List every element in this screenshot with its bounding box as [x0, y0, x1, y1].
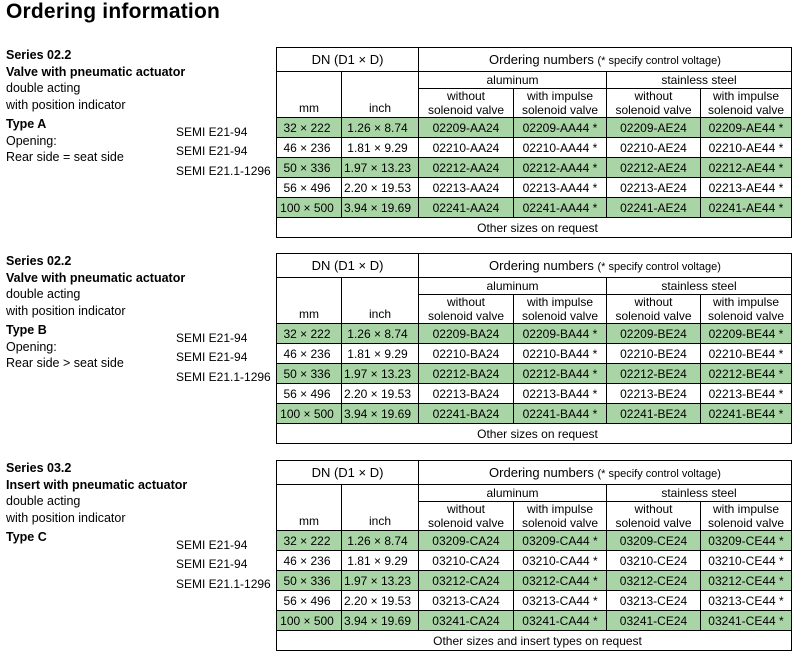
header-line: solenoid valve [521, 309, 599, 323]
order-number-stainless-without: 02213-BE24 [607, 384, 701, 404]
order-number-aluminum-without: 02209-AA24 [419, 118, 514, 138]
opening-label: Opening: [6, 133, 57, 148]
order-number-aluminum-with: 02210-BA44 * [514, 344, 607, 364]
series-label: Series 02.2 [6, 48, 72, 62]
header-line: solenoid valve [521, 103, 599, 117]
size-mm: 32 × 222 [277, 531, 342, 551]
product-description [6, 460, 187, 546]
size-inch: 1.81 × 9.29 [342, 344, 419, 364]
order-number-aluminum-with: 02241-BA44 * [514, 404, 607, 424]
semi-standard: SEMI E21-94 [176, 538, 248, 552]
order-number-stainless-with: 03209-CE44 * [701, 531, 792, 551]
semi-standard: SEMI E21.1-1296 [176, 369, 271, 384]
size-inch: 3.94 × 19.69 [342, 611, 419, 631]
dn-header: DN (D1 × D) [277, 254, 419, 278]
order-number-stainless-without: 02212-BE24 [607, 364, 701, 384]
aluminum-header: aluminum [419, 485, 607, 502]
semi-standard: SEMI E21-94 [176, 350, 248, 365]
size-mm: 56 × 496 [277, 591, 342, 611]
size-mm: 32 × 222 [277, 118, 342, 138]
order-number-stainless-without: 02210-AE24 [607, 138, 701, 158]
without-valve-header [419, 502, 514, 531]
header-line: without [446, 89, 486, 103]
product-feature: double acting [6, 287, 81, 301]
order-number-aluminum-with: 02209-AA44 * [514, 118, 607, 138]
header-line: with impulse [526, 89, 594, 103]
order-number-aluminum-with: 03213-CA44 * [514, 591, 607, 611]
size-inch: 2.20 × 19.53 [342, 591, 419, 611]
product-feature: with position indicator [6, 510, 126, 525]
with-valve-header [514, 502, 607, 531]
size-mm: 46 × 236 [277, 138, 342, 158]
order-number-aluminum-without: 02209-BA24 [419, 324, 514, 344]
header-line: with impulse [526, 295, 594, 309]
stainless-header: stainless steel [607, 485, 792, 502]
header-line: without [634, 89, 673, 103]
size-mm: 100 × 500 [277, 198, 342, 218]
order-number-aluminum-without: 02210-AA24 [419, 138, 514, 158]
product-description [6, 253, 185, 372]
size-mm: 50 × 336 [277, 364, 342, 384]
order-number-stainless-with: 03241-CE44 * [701, 611, 792, 631]
order-number-stainless-with: 03213-CE44 * [701, 591, 792, 611]
size-inch: 2.20 × 19.53 [342, 178, 419, 198]
table-row [277, 118, 792, 138]
order-number-stainless-with: 02210-AE44 * [701, 138, 792, 158]
ordering-numbers-header [419, 48, 792, 72]
header-line: solenoid valve [521, 516, 599, 530]
series-label: Series 02.2 [6, 254, 72, 268]
order-number-stainless-without: 02213-AE24 [607, 178, 701, 198]
order-number-stainless-without: 03241-CE24 [607, 611, 701, 631]
order-number-stainless-without: 03210-CE24 [607, 551, 701, 571]
without-valve-header [607, 295, 701, 324]
table-row [277, 551, 792, 571]
product-feature: double acting [6, 494, 81, 508]
header-line: without [446, 295, 486, 309]
header-line: solenoid valve [615, 309, 692, 323]
ordering-numbers-label: Ordering numbers [489, 52, 594, 67]
order-number-stainless-with: 02213-BE44 * [701, 384, 792, 404]
order-number-stainless-without: 02212-AE24 [607, 158, 701, 178]
opening-description: Rear side > seat side [6, 356, 124, 370]
order-number-stainless-with: 02213-AE44 * [701, 178, 792, 198]
with-valve-header [701, 89, 792, 118]
type-label: Type A [6, 117, 47, 131]
size-inch: 1.81 × 9.29 [342, 551, 419, 571]
header-line: solenoid valve [707, 103, 785, 117]
size-inch: 1.81 × 9.29 [342, 138, 419, 158]
order-number-aluminum-with: 03212-CA44 * [514, 571, 607, 591]
size-mm: 56 × 496 [277, 384, 342, 404]
control-voltage-note: (* specify control voltage) [597, 55, 721, 67]
header-line: solenoid valve [615, 103, 692, 117]
product-name: Insert with pneumatic actuator [6, 477, 188, 492]
table-row [277, 571, 792, 591]
size-mm: 56 × 496 [277, 178, 342, 198]
order-number-aluminum-with: 03209-CA44 * [514, 531, 607, 551]
order-number-stainless-with: 02241-BE44 * [701, 404, 792, 424]
with-valve-header [701, 295, 792, 324]
ordering-table [276, 460, 792, 651]
order-number-aluminum-without: 03209-CA24 [419, 531, 514, 551]
order-number-stainless-with: 03210-CE44 * [701, 551, 792, 571]
semi-standard: SEMI E21.1-1296 [176, 163, 271, 178]
order-number-stainless-with: 02210-BE44 * [701, 344, 792, 364]
order-number-aluminum-without: 03212-CA24 [419, 571, 514, 591]
order-number-stainless-without: 03213-CE24 [607, 591, 701, 611]
order-number-aluminum-with: 03210-CA44 * [514, 551, 607, 571]
size-mm: 46 × 236 [277, 551, 342, 571]
order-number-aluminum-with: 02210-AA44 * [514, 138, 607, 158]
table-row [277, 198, 792, 218]
table-row [277, 364, 792, 384]
header-line: solenoid valve [615, 516, 692, 530]
order-number-aluminum-with: 02212-AA44 * [514, 158, 607, 178]
size-inch: 1.97 × 13.23 [342, 158, 419, 178]
inch-header: inch [342, 278, 419, 324]
size-inch: 3.94 × 19.69 [342, 404, 419, 424]
semi-standard: SEMI E21-94 [176, 144, 248, 159]
header-line: without [446, 502, 486, 516]
order-number-aluminum-without: 03241-CA24 [419, 611, 514, 631]
header-line: without [634, 502, 673, 516]
order-number-stainless-without: 03209-CE24 [607, 531, 701, 551]
order-number-aluminum-with: 02213-BA44 * [514, 384, 607, 404]
order-number-aluminum-without: 02210-BA24 [419, 344, 514, 364]
order-number-stainless-with: 02212-AE44 * [701, 158, 792, 178]
product-feature: double acting [6, 81, 81, 95]
order-number-stainless-without: 02241-BE24 [607, 404, 701, 424]
with-valve-header [514, 295, 607, 324]
ordering-table [276, 253, 792, 444]
table-row [277, 344, 792, 364]
semi-standard: SEMI E21-94 [176, 125, 248, 139]
dn-header: DN (D1 × D) [277, 461, 419, 485]
table-row [277, 138, 792, 158]
type-label: Type C [6, 530, 47, 544]
header-line: with impulse [712, 295, 780, 309]
size-inch: 1.26 × 8.74 [342, 118, 419, 138]
aluminum-header: aluminum [419, 72, 607, 89]
order-number-aluminum-without: 02213-BA24 [419, 384, 514, 404]
table-row [277, 178, 792, 198]
header-line: solenoid valve [707, 516, 785, 530]
size-mm: 46 × 236 [277, 344, 342, 364]
without-valve-header [607, 89, 701, 118]
product-feature: with position indicator [6, 303, 126, 318]
order-number-aluminum-with: 02209-BA44 * [514, 324, 607, 344]
header-line: solenoid valve [707, 309, 785, 323]
without-valve-header [419, 295, 514, 324]
table-row [277, 404, 792, 424]
header-line: without [634, 295, 673, 309]
dn-header: DN (D1 × D) [277, 48, 419, 72]
size-inch: 1.26 × 8.74 [342, 324, 419, 344]
stainless-header: stainless steel [607, 278, 792, 295]
order-number-aluminum-without: 02212-AA24 [419, 158, 514, 178]
table-row [277, 158, 792, 178]
order-number-stainless-without: 02209-AE24 [607, 118, 701, 138]
size-mm: 50 × 336 [277, 571, 342, 591]
page-title: Ordering information [6, 0, 220, 23]
order-number-stainless-with: 02209-BE44 * [701, 324, 792, 344]
header-line: solenoid valve [427, 516, 505, 530]
order-number-stainless-with: 03212-CE44 * [701, 571, 792, 591]
order-number-stainless-with: 02212-BE44 * [701, 364, 792, 384]
table-row [277, 531, 792, 551]
order-number-stainless-without: 02210-BE24 [607, 344, 701, 364]
ordering-numbers-header [419, 461, 792, 485]
mm-header: mm [277, 485, 342, 531]
opening-description: Rear side = seat side [6, 150, 124, 164]
product-description [6, 47, 185, 166]
ordering-table [276, 47, 792, 238]
control-voltage-note: (* specify control voltage) [597, 468, 721, 480]
semi-standard: SEMI E21-94 [176, 331, 248, 345]
order-number-stainless-without: 02241-AE24 [607, 198, 701, 218]
size-mm: 100 × 500 [277, 611, 342, 631]
order-number-aluminum-with: 02213-AA44 * [514, 178, 607, 198]
stainless-header: stainless steel [607, 72, 792, 89]
ordering-numbers-label: Ordering numbers [489, 465, 594, 480]
ordering-numbers-header [419, 254, 792, 278]
order-number-aluminum-without: 02241-BA24 [419, 404, 514, 424]
other-sizes-note: Other sizes on request [277, 218, 792, 238]
with-valve-header [514, 89, 607, 118]
header-line: with impulse [712, 89, 780, 103]
size-inch: 1.97 × 13.23 [342, 571, 419, 591]
other-sizes-note: Other sizes and insert types on request [277, 631, 792, 651]
header-line: with impulse [712, 502, 780, 516]
header-line: solenoid valve [427, 309, 505, 323]
product-name: Valve with pneumatic actuator [6, 270, 186, 285]
order-number-aluminum-without: 02213-AA24 [419, 178, 514, 198]
order-number-aluminum-without: 03213-CA24 [419, 591, 514, 611]
order-number-aluminum-without: 02212-BA24 [419, 364, 514, 384]
with-valve-header [701, 502, 792, 531]
without-valve-header [419, 89, 514, 118]
order-number-aluminum-without: 02241-AA24 [419, 198, 514, 218]
semi-standard: SEMI E21.1-1296 [176, 576, 271, 591]
order-number-aluminum-with: 02212-BA44 * [514, 364, 607, 384]
size-inch: 2.20 × 19.53 [342, 384, 419, 404]
aluminum-header: aluminum [419, 278, 607, 295]
product-feature: with position indicator [6, 97, 126, 112]
size-inch: 1.26 × 8.74 [342, 531, 419, 551]
product-name: Valve with pneumatic actuator [6, 64, 186, 79]
order-number-stainless-without: 03212-CE24 [607, 571, 701, 591]
without-valve-header [607, 502, 701, 531]
order-number-stainless-with: 02209-AE44 * [701, 118, 792, 138]
table-row [277, 324, 792, 344]
type-label: Type B [6, 323, 47, 337]
opening-label: Opening: [6, 339, 57, 354]
header-line: with impulse [526, 502, 594, 516]
table-row [277, 611, 792, 631]
order-number-aluminum-with: 02241-AA44 * [514, 198, 607, 218]
semi-standard: SEMI E21-94 [176, 557, 248, 572]
other-sizes-note: Other sizes on request [277, 424, 792, 444]
series-label: Series 03.2 [6, 461, 72, 475]
size-mm: 100 × 500 [277, 404, 342, 424]
table-row [277, 384, 792, 404]
size-inch: 1.97 × 13.23 [342, 364, 419, 384]
order-number-stainless-without: 02209-BE24 [607, 324, 701, 344]
inch-header: inch [342, 485, 419, 531]
inch-header: inch [342, 72, 419, 118]
order-number-stainless-with: 02241-AE44 * [701, 198, 792, 218]
order-number-aluminum-without: 03210-CA24 [419, 551, 514, 571]
size-mm: 50 × 336 [277, 158, 342, 178]
header-line: solenoid valve [427, 103, 505, 117]
control-voltage-note: (* specify control voltage) [597, 261, 721, 273]
ordering-numbers-label: Ordering numbers [489, 258, 594, 273]
size-inch: 3.94 × 19.69 [342, 198, 419, 218]
mm-header: mm [277, 72, 342, 118]
mm-header: mm [277, 278, 342, 324]
size-mm: 32 × 222 [277, 324, 342, 344]
table-row [277, 591, 792, 611]
order-number-aluminum-with: 03241-CA44 * [514, 611, 607, 631]
